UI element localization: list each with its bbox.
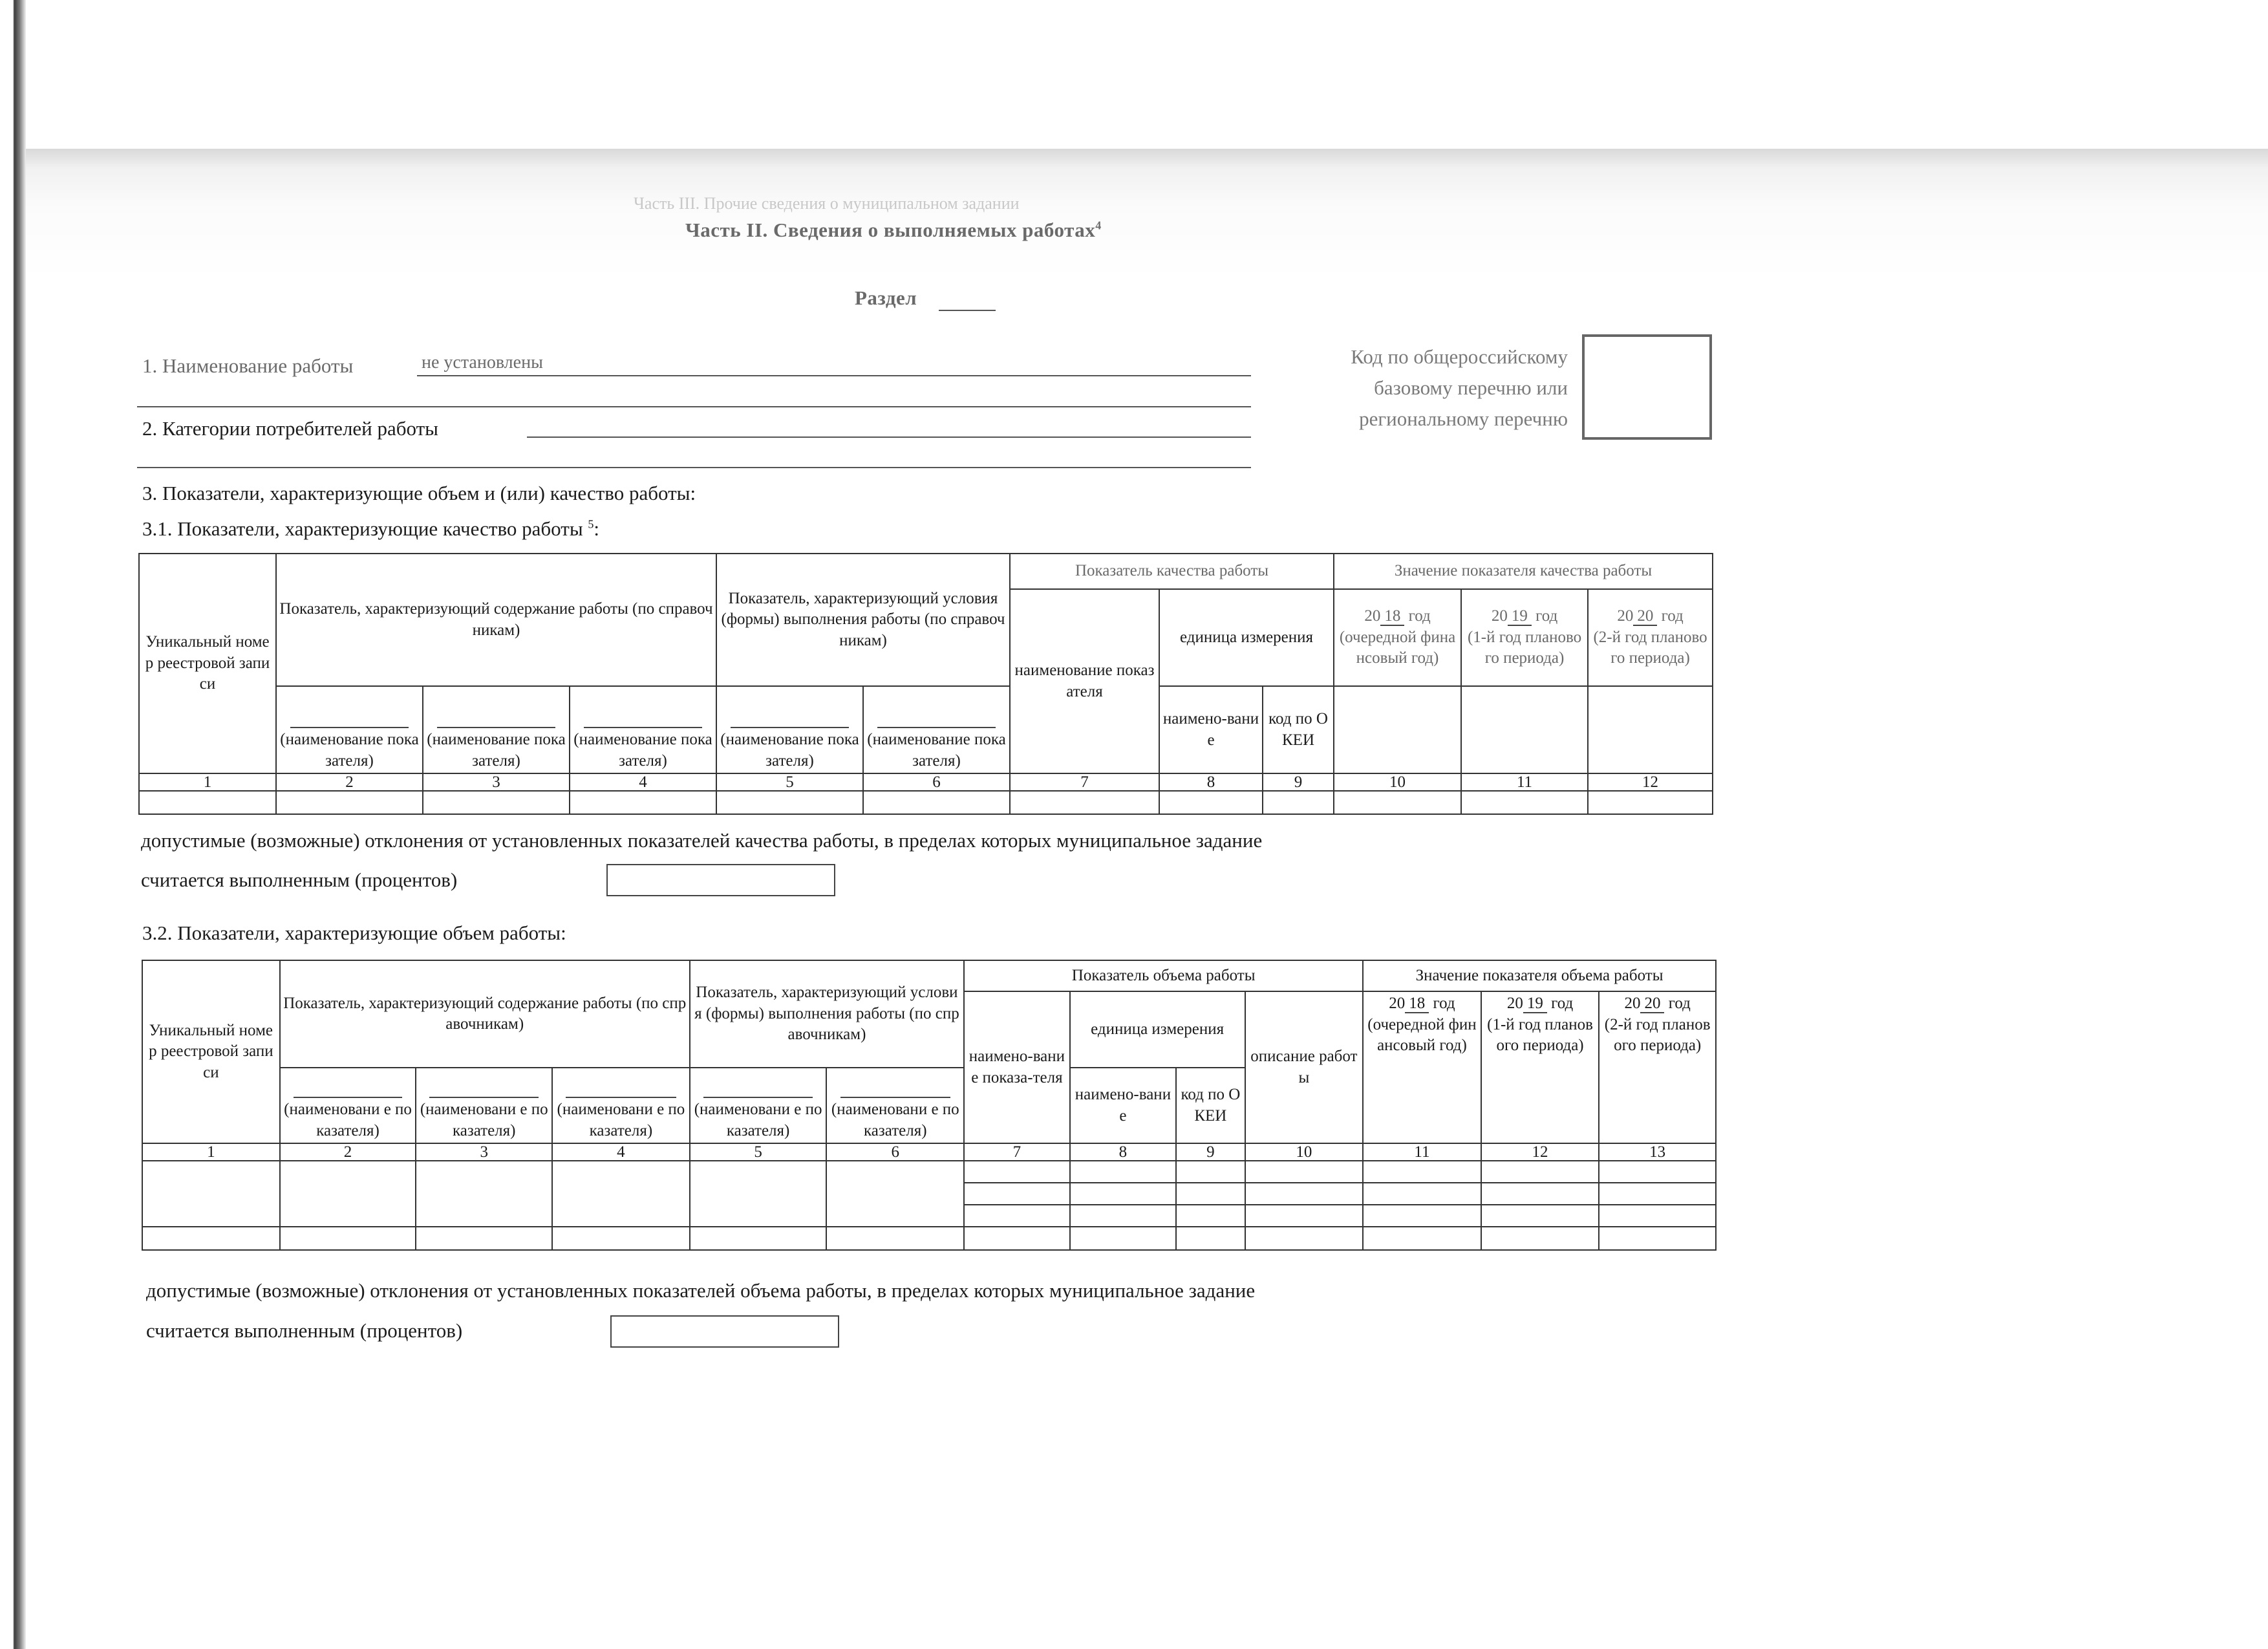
year3-prefix: 20 <box>1617 607 1634 625</box>
code-label-line-3: региональному перечню <box>1359 407 1568 430</box>
table-row-cell[interactable] <box>1599 1205 1716 1227</box>
col-num-12: 12 <box>1588 773 1713 791</box>
code-label <box>1287 341 1568 435</box>
t2-content-sub-2-line <box>429 1097 539 1098</box>
year3-value: 20 <box>1633 607 1657 626</box>
table-row-cell[interactable] <box>139 791 276 814</box>
volume-indicator-header: Показатель объема работы <box>964 960 1363 991</box>
ghost-text: Часть III. Прочие сведения о муниципальном задании <box>634 194 1020 213</box>
table-row-cell[interactable] <box>1245 1183 1364 1205</box>
t2-year2-value: 19 <box>1523 995 1547 1013</box>
table-row-cell[interactable] <box>1176 1205 1245 1227</box>
col-num-2: 2 <box>276 773 423 791</box>
content-sub-1-line <box>290 727 408 728</box>
t2-year2-suffix: год <box>1551 995 1574 1012</box>
t2-year2-desc: (1-й год планового периода) <box>1487 1015 1593 1054</box>
year2-suffix: год <box>1535 607 1558 625</box>
content-sub-2[interactable] <box>423 686 570 773</box>
heading-3-2: 3.2. Показатели, характеризующие объем работы: <box>142 921 566 944</box>
col-num-8: 8 <box>1159 773 1263 791</box>
table-row-cell[interactable] <box>964 1183 1070 1205</box>
table-row-cell[interactable] <box>142 1161 280 1227</box>
quality-indicator-header: Показатель качества работы <box>1010 554 1334 589</box>
table-row-cell[interactable] <box>552 1227 690 1250</box>
content-sub-2-label: (наименование показателя) <box>427 731 566 770</box>
table-row-cell[interactable] <box>1363 1161 1481 1183</box>
t2-conditions-sub-1-label: (наименовани е показателя) <box>694 1101 822 1139</box>
year2-prefix: 20 <box>1491 607 1508 625</box>
t2-unit-name-header: наимено-вание <box>1070 1068 1177 1143</box>
table-row-cell[interactable] <box>276 791 423 814</box>
table-row-cell[interactable] <box>1176 1183 1245 1205</box>
year3-header <box>1588 589 1713 686</box>
heading-3-1-footnote: 5 <box>588 517 594 531</box>
table-row-cell[interactable] <box>1176 1161 1245 1183</box>
indicator-name-header: наименование показателя <box>1010 589 1159 773</box>
col-num-4: 4 <box>570 773 716 791</box>
t2-year3-suffix: год <box>1668 995 1691 1012</box>
code-label-line-1: Код по общероссийскому <box>1351 345 1568 368</box>
col-num-3: 3 <box>423 773 570 791</box>
table-row-cell[interactable] <box>1599 1161 1716 1183</box>
content-indicator-header: Показатель, характеризующий содержание работы (по справочникам) <box>276 554 716 686</box>
code-input-box[interactable] <box>1582 334 1712 440</box>
table-row-cell[interactable] <box>1176 1227 1245 1250</box>
table-row-cell[interactable] <box>964 1227 1070 1250</box>
table-row-cell[interactable] <box>1070 1205 1177 1227</box>
col-num-1: 1 <box>139 773 276 791</box>
table-row-cell[interactable] <box>142 1227 280 1250</box>
conditions-sub-1[interactable] <box>716 686 863 773</box>
content-sub-1[interactable] <box>276 686 423 773</box>
t2-col-num-10: 10 <box>1245 1143 1364 1161</box>
table-row-cell[interactable] <box>1245 1161 1364 1183</box>
field1-label: 1. Наименование работы <box>142 354 354 377</box>
table-row-cell[interactable] <box>690 1161 827 1227</box>
code-label-line-2: базовому перечню или <box>1374 376 1568 399</box>
table-row-cell[interactable] <box>1363 1227 1481 1250</box>
table-row-cell[interactable] <box>1263 791 1334 814</box>
year3-suffix: год <box>1661 607 1684 625</box>
unit-header-2: единица измерения <box>1070 991 1245 1068</box>
quality-value-header: Значение показателя качества работы <box>1334 554 1713 589</box>
table-row-cell[interactable] <box>280 1161 416 1227</box>
table-row-cell[interactable] <box>1599 1183 1716 1205</box>
table-row-cell[interactable] <box>1481 1227 1599 1250</box>
quality-table <box>138 553 1713 815</box>
content-sub-3-label: (наименование показателя) <box>573 731 712 770</box>
conditions-sub-2-line <box>877 727 995 728</box>
t2-col-num-8: 8 <box>1070 1143 1177 1161</box>
table-row-cell[interactable] <box>1461 791 1588 814</box>
heading-3: 3. Показатели, характеризующие объем и (или) качество работы: <box>142 482 696 504</box>
year1-prefix: 20 <box>1364 607 1381 625</box>
content-sub-3-line <box>584 727 701 728</box>
table-row-cell[interactable] <box>1245 1205 1364 1227</box>
content-sub-2-line <box>437 727 555 728</box>
unique-record-header-2: Уникальный номер реестровой записи <box>142 960 280 1143</box>
deviation1-line2: считается выполненным (процентов) <box>141 868 458 891</box>
t2-conditions-sub-2-label: (наименовани е показателя) <box>831 1101 959 1139</box>
table-row-cell[interactable] <box>1588 791 1713 814</box>
t2-col-num-5: 5 <box>690 1143 827 1161</box>
field2-label: 2. Категории потребителей работы <box>142 417 439 440</box>
t2-col-num-6: 6 <box>826 1143 964 1161</box>
part-title-text: Часть II. Сведения о выполняемых работах <box>685 219 1096 241</box>
table-row-cell[interactable] <box>863 791 1010 814</box>
year3-desc: (2-й год планового периода) <box>1593 628 1707 667</box>
conditions-indicator-header: Показатель, характеризующий условия (формы) выполнения работы (по справочникам) <box>716 554 1010 686</box>
table-row-cell[interactable] <box>1363 1205 1481 1227</box>
t2-content-sub-3-label: (наименовани е показателя) <box>557 1101 685 1139</box>
section-label: Раздел <box>855 286 917 309</box>
part-title <box>685 219 1102 242</box>
t2-col-num-2: 2 <box>280 1143 416 1161</box>
col-num-6: 6 <box>863 773 1010 791</box>
t2-year2-prefix: 20 <box>1506 995 1523 1012</box>
indicator-name-header-2: наимено-вание показа-теля <box>964 991 1070 1143</box>
t2-year3-prefix: 20 <box>1624 995 1641 1012</box>
content-sub-1-label: (наименование показателя) <box>280 731 419 770</box>
conditions-indicator-header-2: Показатель, характеризующий условия (формы) выполнения работы (по справочникам) <box>690 960 964 1068</box>
year3-empty <box>1588 686 1713 773</box>
table-row-cell[interactable] <box>1010 791 1159 814</box>
col-num-10: 10 <box>1334 773 1461 791</box>
table-row-cell[interactable] <box>1334 791 1461 814</box>
field2-line-2[interactable] <box>137 467 1251 468</box>
table-row-cell[interactable] <box>964 1205 1070 1227</box>
t2-col-num-1: 1 <box>142 1143 280 1161</box>
deviation2-line2: считается выполненным (процентов) <box>146 1319 463 1342</box>
t2-year1-desc: (очередной финансовый год) <box>1367 1015 1477 1054</box>
t2-col-num-3: 3 <box>416 1143 552 1161</box>
okei-code-header: код по ОКЕИ <box>1263 686 1334 773</box>
year2-empty <box>1461 686 1588 773</box>
table-row-cell[interactable] <box>1363 1183 1481 1205</box>
table-row-cell[interactable] <box>690 1227 827 1250</box>
col-num-5: 5 <box>716 773 863 791</box>
year2-value: 19 <box>1508 607 1532 626</box>
table-row-cell[interactable] <box>552 1161 690 1227</box>
table-row-cell[interactable] <box>826 1161 964 1227</box>
year1-suffix: год <box>1408 607 1431 625</box>
volume-value-header: Значение показателя объема работы <box>1363 960 1716 991</box>
part-title-footnote: 4 <box>1095 219 1102 232</box>
t2-year1-value: 18 <box>1405 995 1429 1013</box>
deviation1-input[interactable] <box>606 864 835 896</box>
year1-desc: (очередной финансовый год) <box>1339 628 1456 667</box>
year1-value: 18 <box>1380 607 1404 626</box>
unit-header: единица измерения <box>1159 589 1334 686</box>
table-row-cell[interactable] <box>423 791 570 814</box>
field1-line-2[interactable] <box>137 406 1251 407</box>
t2-content-sub-1-line <box>294 1097 403 1098</box>
col-num-7: 7 <box>1010 773 1159 791</box>
t2-conditions-sub-1-line <box>703 1097 813 1098</box>
year1-header <box>1334 589 1461 686</box>
t2-conditions-sub-1[interactable] <box>690 1068 827 1143</box>
table-row-cell[interactable] <box>280 1227 416 1250</box>
table-row-cell[interactable] <box>1481 1183 1599 1205</box>
conditions-sub-2-label: (наименование показателя) <box>867 731 1006 770</box>
t2-content-sub-3[interactable] <box>552 1068 690 1143</box>
table-row-cell[interactable] <box>1070 1227 1177 1250</box>
t2-content-sub-2-label: (наименовани е показателя) <box>420 1101 548 1139</box>
t2-year3-value: 20 <box>1640 995 1664 1013</box>
field1-value: не установлены <box>422 352 543 372</box>
conditions-sub-1-line <box>731 727 848 728</box>
conditions-sub-1-label: (наименование показателя) <box>720 731 859 770</box>
t2-col-num-12: 12 <box>1481 1143 1599 1161</box>
content-indicator-header-2: Показатель, характеризующий содержание работы (по справочникам) <box>280 960 690 1068</box>
table-row-cell[interactable] <box>416 1227 552 1250</box>
year3-header-2 <box>1599 991 1716 1143</box>
t2-year3-desc: (2-й год планового периода) <box>1604 1015 1711 1054</box>
t2-year1-prefix: 20 <box>1389 995 1406 1012</box>
deviation2-input[interactable] <box>610 1315 839 1348</box>
table-row-cell[interactable] <box>1481 1161 1599 1183</box>
table-row-cell[interactable] <box>570 791 716 814</box>
scan-left-edge <box>0 0 26 1649</box>
year1-empty <box>1334 686 1461 773</box>
t2-col-num-11: 11 <box>1363 1143 1481 1161</box>
year1-header-2 <box>1363 991 1481 1143</box>
table-row-cell[interactable] <box>416 1161 552 1227</box>
field2-line[interactable] <box>527 436 1251 438</box>
t2-okei-code-header: код по ОКЕИ <box>1176 1068 1245 1143</box>
conditions-sub-2[interactable] <box>863 686 1010 773</box>
t2-col-num-13: 13 <box>1599 1143 1716 1161</box>
scanned-page <box>26 149 2268 1649</box>
t2-content-sub-2[interactable] <box>416 1068 552 1143</box>
unique-record-header: Уникальный номер реестровой записи <box>139 554 276 773</box>
table-row-cell[interactable] <box>1159 791 1263 814</box>
table-row-cell[interactable] <box>1070 1183 1177 1205</box>
year2-header-2 <box>1481 991 1599 1143</box>
heading-3-1-text: 3.1. Показатели, характеризующие качество работы <box>142 517 583 540</box>
content-sub-3[interactable] <box>570 686 716 773</box>
table-row-cell[interactable] <box>826 1227 964 1250</box>
year2-header <box>1461 589 1588 686</box>
deviation1-line1: допустимые (возможные) отклонения от установленных показателей качества работы, в пределах которых муниципальное задание <box>141 829 1263 852</box>
col-num-9: 9 <box>1263 773 1334 791</box>
field1-line[interactable] <box>417 375 1251 376</box>
table-row-cell[interactable] <box>964 1161 1070 1183</box>
col-num-11: 11 <box>1461 773 1588 791</box>
unit-name-header: наимено-вание <box>1159 686 1263 773</box>
heading-3-1 <box>142 517 599 541</box>
table-row-cell[interactable] <box>1599 1227 1716 1250</box>
t2-col-num-4: 4 <box>552 1143 690 1161</box>
table-row-cell[interactable] <box>716 791 863 814</box>
t2-content-sub-1[interactable] <box>280 1068 416 1143</box>
heading-3-1-colon: : <box>594 517 600 540</box>
table-row-cell[interactable] <box>1070 1161 1177 1183</box>
table-row-cell[interactable] <box>1245 1227 1364 1250</box>
work-description-header: описание работы <box>1245 991 1364 1143</box>
year2-desc: (1-й год планового периода) <box>1467 628 1582 667</box>
t2-col-num-7: 7 <box>964 1143 1070 1161</box>
t2-conditions-sub-2-line <box>840 1097 950 1098</box>
t2-content-sub-1-label: (наименовани е показателя) <box>284 1101 412 1139</box>
t2-conditions-sub-2[interactable] <box>826 1068 964 1143</box>
t2-year1-suffix: год <box>1433 995 1455 1012</box>
table-row-cell[interactable] <box>1481 1205 1599 1227</box>
deviation2-line1: допустимые (возможные) отклонения от установленных показателей объема работы, в пределах которых муниципальное задание <box>146 1279 1256 1302</box>
volume-table <box>142 960 1717 1251</box>
section-number-line[interactable] <box>939 310 996 311</box>
t2-content-sub-3-line <box>566 1097 676 1098</box>
t2-col-num-9: 9 <box>1176 1143 1245 1161</box>
